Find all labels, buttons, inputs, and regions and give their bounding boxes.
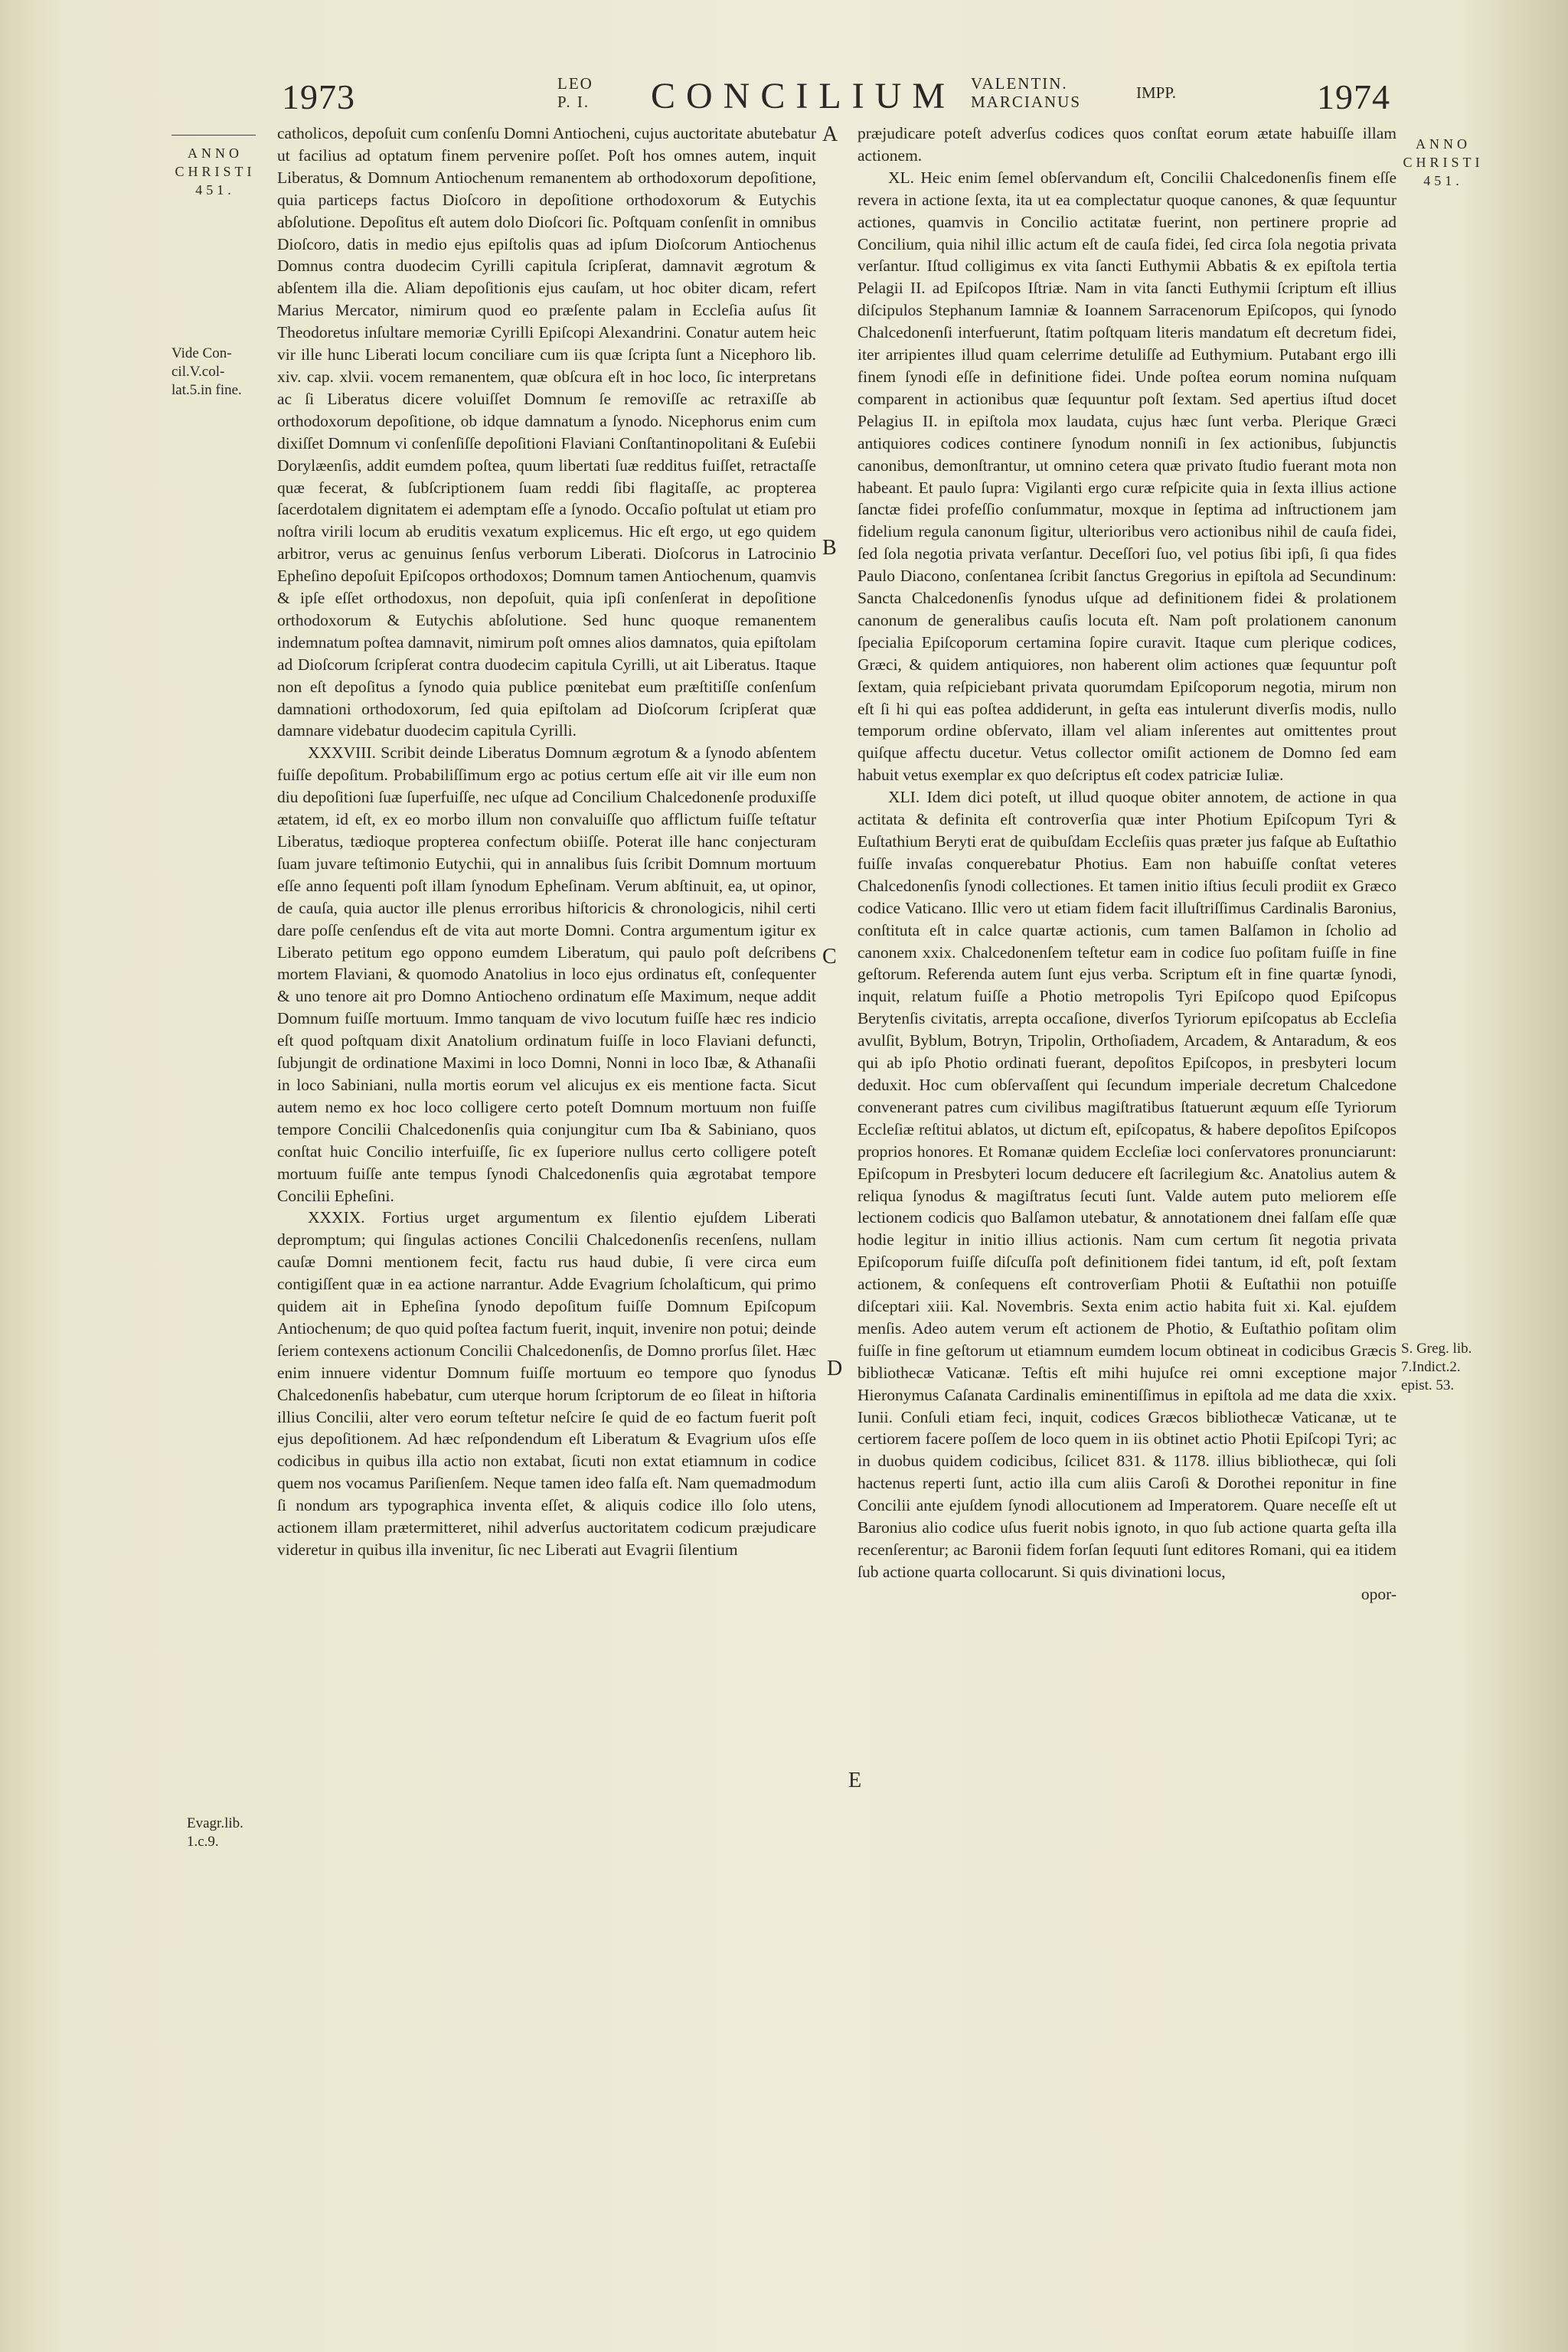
paragraph: XXXVIII. Scribit deinde Liberatus Domnum ægrotum & a ſynodo abſentem fuiſſe depoſitum. Probabiliſſimum ergo ac potius certum eſſe ait vir ille eum non diu depoſitioni ſuæ ſuperfuiſſe, nec uſque ad Concilium Chalcedonenſe produxiſſe ætatem, id eſt, ex eo morbo illum non convaluiſſe quo afflictum fuiſſe teſtatur Liberatus, tædioque propterea confectum obiiſſe. Poterat ille hanc conjecturam ſuam juvare teſtimonio Eutychii, qui in annalibus ſuis ſcribit Domnum mortuum eſſe anno ſequenti poſt illam ſynodum Epheſinam. Verum abſtinuit, ea, ut opinor, de cauſa, quia auctor ille plenus erroribus hiſtoricis & chronologicis, nihil certi dare poſſe cenſendus eſt de vita aut morte Domni. Contra argumentum igitur ex Liberato petitum ego oppono eumdem Liberatum, qui paulo poſt deſcribens mortem Flaviani, & quomodo Anatolius in loco ejus ordinatus eſt, conſequenter & uno tenore ait pro Domno Antiocheno ordinatum eſſe Maximum, neque addit Domnum fuiſſe mortuum. Immo tanquam de vivo locutum fuiſſe hæc res indicio eſt quod poſtquam dixit Anatolium ordinatum fuiſſe in loco Flaviani defuncti, ſubjungit de ordinatione Maximi in loco Domni, Nonni in loco Ibæ, & Athanaſii in loco Sabiniani, nulla mortis eorum vel alicujus ex eis mentione facta. Sicut autem nemo ex hoc loco colligere certo poteſt Domnum mortuum non fuiſſe tempore Concilii Chalcedonenſis quia conjungitur cum Iba & Sabiniano, quos conſtat huic Concilio interfuiſſe, ſic ex ſuperiore nullus certo colligere poteſt mortuum fuiſſe ante tempus ſynodi Chalcedonenſis quia ægrotabat tempore Concilii Epheſini.	[277, 743, 816, 1205]
section-letter-d: D	[827, 1357, 843, 1380]
left-margin-note-evagrius	[187, 1815, 243, 1851]
anno-label: ANNO	[188, 145, 243, 161]
section-letter-e: E	[848, 1769, 862, 1792]
note-line: cil.V.col-	[172, 364, 225, 380]
left-margin-note-concilium	[172, 345, 242, 400]
note-line: S. Greg. lib.	[1401, 1341, 1472, 1357]
left-column	[277, 122, 816, 1561]
left-margin-anno	[170, 144, 260, 199]
note-line: 7.Indict.2.	[1401, 1359, 1461, 1375]
header-impp: IMPP.	[1136, 83, 1176, 102]
right-margin-note-gregory	[1401, 1340, 1472, 1395]
paragraph: XXXIX. Fortius urget argumentum ex ſilentio ejuſdem Liberati depromptum; qui ſingulas actiones Concilii Chalcedonenſis recenſens, nullam cauſæ Domni mentionem fecit, factu rus haud dubie, ſi vere circa eum contigiſſent quæ in ea actione narrantur. Adde Evagrium ſcholaſticum, qui primo quidem ait in Epheſina ſynodo depoſitum fuiſſe Domnum Epiſcopum Antiochenum; de quo quid poſtea factum fuerit, inquit, invenire non potui; deinde ſeriem contexens actionum Concilii Chalcedonenſis, de Domno prorſus ſilet. Hæc enim innuere videntur Domnum fuiſſe mortuum eo tempore quo ſynodus Chalcedonenſis habebatur, cum uterque horum ſcriptorum de eo ſileat in hiſtoria illius Concilii, alter vero eorum teſtetur neſcire ſe quid de eo factum fuerit poſt ejus depoſitionem. Ad hæc reſpondendum eſt Liberatum & Evagrium uſos eſſe codicibus in quibus illa actio non extabat, ſicuti non extat etiamnum in codice quem nos vocamus Pariſienſem. Neque tamen ideo falſa eſt. Nam quemadmodum ſi nondum ars typographica inventa eſſet, & aliquis codice illo ſolo utens, actionem illam prætermitteret, nihil adverſus auctoritatem codicum præjudicare videretur in quibus illa invenitur, ſic nec Liberati aut Evagrii ſilentium	[277, 1208, 816, 1559]
year-label: 451.	[1423, 173, 1463, 188]
right-column	[858, 122, 1396, 1606]
header-title: CONCILIUM	[651, 76, 956, 116]
paragraph: præjudicare poteſt adverſus codices quos conſtat eorum ætate habuiſſe illam actionem.	[858, 124, 1396, 165]
paragraph: XL. Heic enim ſemel obſervandum eſt, Concilii Chalcedonenſis finem eſſe revera in actione ſexta, ita ut ea complectatur quoque canones, & quæ ſequuntur actiones, quamvis in Concilio actitatæ fuerint, non pertinere proprie ad Concilium, quia nihil illic actum eſt de cauſa fidei, ſed circa ſola negotia privata verſantur. Iſtud colligimus ex vita ſancti Euthymii Abbatis & ex epiſtola tertia Pelagii II. ad Epiſcopos Iſtriæ. Nam in vita ſancti Euthymii ſcriptum eſt illius diſcipulos Stephanum Iamniæ & Ioannem Sarracenorum Epiſcopos, qui ſynodo Chalcedonenſi interfuerunt, ſtatim poſtquam literis mandatum eſt decretum fidei, iter arripientes illud quam celerrime detuliſſe ad Euthymium. Putabant ergo illi finem ſynodi eſſe in definitione fidei. Unde poſtea eorum nomina nuſquam comparent in actionibus quæ ſequuntur poſt ſextam. Sed apertius iſtud docet Pelagius II. in epiſtola mox laudata, cujus hæc ſunt verba. Plerique Græci antiquiores codices continere ſynodum nonniſi in ſex actionibus, ſubjunctis canonibus, demonſtrantur, ut omnino cetera quæ privato ſtudio fuerant mota non habeant. Et paulo ſupra: Vigilanti ergo curæ reſpicite quia in ſexta illius actione ſanctæ fidei profeſſio conſummatur, moxque in ſeptima ad inſtructionem jam fidelium regula canonum ſigitur, ulterioribus vero actionibus nihil de cauſa fidei, ſed ſola negotia privata verſantur. Deceſſori ſuo, vel potius ſibi ipſi, ſi qua fides Paulo Diacono, conſentanea ſcribit ſanctus Gregorius in epiſtola ad Secundinum: Sancta Chalcedonenſis ſynodus uſque ad definitionem fidei & prolationem canonum de generalibus cauſis locuta eſt. Nam poſt prolationem canonum ſpecialia Epiſcoporum certamina ſopire curavit. Itaque cum plerique codices, Græci, & quidem antiquiores, non haberent olim actiones quæ ſequuntur poſt ſextam, quia reſpiciebant privata quorumdam Epiſcoporum negotia, mirum non eſt ſi hi qui eas poſtea addiderunt, in geſta eas intulerunt diverſis modis, nullo temporum ordine obſervato, illam vel aliam inſerentes aut omittentes prout quiſque affectu ducetur. Vetus collector omiſit actionem de Domno ſed eam habuit vetus exemplar ex quo deſcriptus eſt codex patriciæ Iuliæ.	[858, 168, 1396, 785]
header-marcianus: MARCIANUS	[971, 93, 1082, 111]
paragraph: XLI. Idem dici poteſt, ut illud quoque obiter annotem, de actione in qua actitata & definita eſt controverſia quæ inter Photium Epiſcopum Tyri & Euſtathium Beryti erat de quibuſdam Eccleſiis quas præter jus faſque ab Euſtathio fuiſſe invaſas conquerebatur Photius. Eam non habuiſſe conſtat veteres Chalcedonenſis ſynodi collectiones. Et tamen initio iſtius ſeculi prodiit ex Græco codice Vaticano. Illic vero ut etiam fidem facit illuſtriſſimus Cardinalis Baronius, conſtituta eſt in calce quartæ actionis, cum tamen Balſamon in ſcholio ad canonem xxix. Chalcedonenſem teſtetur eam in codice ſuo poſitam fuiſſe in fine geſtorum. Referenda autem ſunt ejus verba. Scriptum eſt in fine quartæ ſynodi, inquit, relatum fuiſſe a Photio metropolis Tyri Epiſcopo quod Epiſcopus Berytenſis civitatis, arrepta occaſione, diverſos Tyriorum epiſcopatus ab Eccleſia avulſit, Byblum, Botryn, Tripolin, Orthoſiadem, Arcadem, & Antaradum, & eos qui ab ipſo Photio ordinati fuerant, depoſitos Epiſcopos, in presbyteri locum deduxit. Hoc cum obſervaſſent qui ſecundum imperiale decretum Chalcedone convenerant patres cum civilibus magiſtratibus ſtatuerunt æquum eſſe Tyriorum Eccleſiæ reſtitui ablatos, ut dictum eſt, epiſcopatus, & habere depoſitos Epiſcopos proprios honores. Et Romanæ quidem Eccleſiæ loci conſervatores pronunciarunt: Epiſcopum in Presbyteri locum deducere eſt ſacrilegium &c. Anatolius autem & reliqua ſynodus & magiſtratus ſecuti ſunt. Valde autem puto meliorem eſſe lectionem codicis quo Balſamon utebatur, & annotationem dnei falſam eſſe quæ hodie legitur in initio illius actionis. Nam cum certum ſit negotia privata Epiſcoporum fuiſſe diſcuſſa poſt definitionem fidei tantum, id eſt, poſt ſextam actionem, & conſequens eſt controverſiam Photii & Euſtathii non potuiſſe diſceptari xiii. Kal. Novembris. Sexta enim actio habita fuit xi. Kal. ejuſdem menſis. Adeo autem verum eſt actionem de Photio, & Euſtathio poſitam olim fuiſſe in fine geſtorum ut etiamnum eumdem locum obtineat in codicibus Græcis bibliothecæ Vaticanæ. Teſtis eſt mihi hujuſce rei omni exceptione major Hieronymus Caſanata Cardinalis eminentiſſimus in epiſtola ad me data die xxix. Iunii. Conſuli etiam feci, inquit, codices Græcos bibliothecæ Vaticanæ, ut te certiorem facere poſſem de loco quem in iis obtinet actio Photii Epiſcopi Tyri; ac in duobus quidem codicibus, ſcilicet 831. & 1178. illius bibliothecæ, qui ſoli hactenus reperti ſunt, actio illa cum aliis Caroſi & Dorothei reponitur in fine Concilii ante ejuſdem ſynodi allocutionem ad Imperatorem. Quare neceſſe eſt ut Baronius alio codice uſus fuerit nobis ignoto, in quo ſub actione quarta geſta illa recenſerentur; ac Baronii fidem forſan ſequuti ſunt editores Romani, qui ea itidem ſub actione quarta collocarunt. Si quis divinationi locus,	[858, 788, 1396, 1581]
note-line: 1.c.9.	[187, 1834, 219, 1850]
page-header	[0, 70, 1568, 124]
christi-label: CHRISTI	[1403, 155, 1484, 170]
page-number-left: 1973	[282, 77, 355, 116]
year-label: 451.	[195, 182, 235, 198]
section-letter-c: C	[822, 945, 837, 969]
section-letter-a: A	[822, 122, 838, 146]
right-margin-anno	[1398, 135, 1488, 190]
header-valentin: VALENTIN.	[971, 74, 1068, 93]
paragraph: catholicos, depoſuit cum conſenſu Domni Antiocheni, cujus auctoritate abutebatur ut facilius ad optatum finem pervenire poſſet. Poſt hos omnes autem, inquit Liberatus, & Domnum Antiochenum remanentem ab orthodoxorum depoſitione, quia particeps factus Dioſcoro in depoſitione orthodoxorum & Eutychis abſolutione. Depoſitus eſt autem dolo Dioſcori ſic. Poſtquam conſenſit in omnibus Dioſcoro, datis in medio ejus epiſtolis quas ad ipſum Dioſcorum Antiochenus Domnus contra duodecim Cyrilli capitula ſcripſerat, damnavit ægrotum & abſentem illa die. Aliam depoſitionis ejus cauſam, ut hoc obiter dicam, refert Marius Mercator, nimirum quod eo præſente palam in Eccleſia auſus ſit Theodoretus inſultare memoriæ Cyrilli Epiſcopi Alexandrini. Conatur autem heic vir ille hunc Liberati locum conciliare cum iis quæ ſcripta ſunt a Nicephoro lib. xiv. cap. xlvii. vocem remanentem, quæ obſcura eſt in hoc loco, ſic interpretans ac ſi Liberatus dicere voluiſſet Domnum ſe removiſſe ac retraxiſſe ab orthodoxorum depoſitione, ob idque damnatum a ſynodo. Nicephorus enim cum dixiſſet Domnum vi conſenſiſſe depoſitioni Flaviani Conſtantinopolitani & Euſebii Dorylæenſis, addit eumdem poſtea, quum libertati ſuæ redditus fuiſſet, retractaſſe quæ fecerat, & ſubſcriptionem ſuam reddi ſibi flagitaſſe, ac propterea ſacerdotalem dignitatem ei ademptam eſſe a ſynodo. Occaſio poſtulat ut etiam pro noſtra virili locum ab eruditis vexatum explicemus. Hic eſt ergo, ut ego quidem arbitror, verus ac genuinus ſenſus verborum Liberati. Dioſcorus in Latrocinio Epheſino depoſuit Epiſcopos orthodoxos; Domnum tamen Antiochenum, quamvis & ipſe eſſet orthodoxus, non depoſuit, quia ipſi conſenſerat in depoſitione orthodoxorum & Eutychis abſolutione. Sed hunc quoque remanentem indemnatum poſtea damnavit, nimirum poſt omnes alios damnatos, quia epiſtolam ad Dioſcorum ſcripſerat contra duodecim capitula Cyrilli, ut ait Liberatus. Itaque non eſt depoſitus a ſynodo quia publice pœnitebat eum præſtitiſſe conſenſum damnationi orthodoxorum, ſed quia epiſtolam ad Dioſcorum ſcripſerat quæ damnare videbatur duodecim capitula Cyrilli.	[277, 124, 816, 740]
page-number-right: 1974	[1317, 77, 1390, 116]
note-line: epist. 53.	[1401, 1377, 1455, 1393]
catchword: opor-	[1361, 1584, 1396, 1603]
christi-label: CHRISTI	[175, 164, 256, 179]
margin-rule-left	[172, 135, 256, 136]
note-line: lat.5.in fine.	[172, 382, 242, 398]
anno-label: ANNO	[1416, 136, 1471, 152]
note-line: Evagr.lib.	[187, 1815, 243, 1831]
section-letter-b: B	[822, 536, 837, 560]
header-leo: LEO	[557, 74, 593, 93]
note-line: Vide Con-	[172, 345, 232, 361]
header-leo-sub: P. I.	[557, 93, 590, 111]
